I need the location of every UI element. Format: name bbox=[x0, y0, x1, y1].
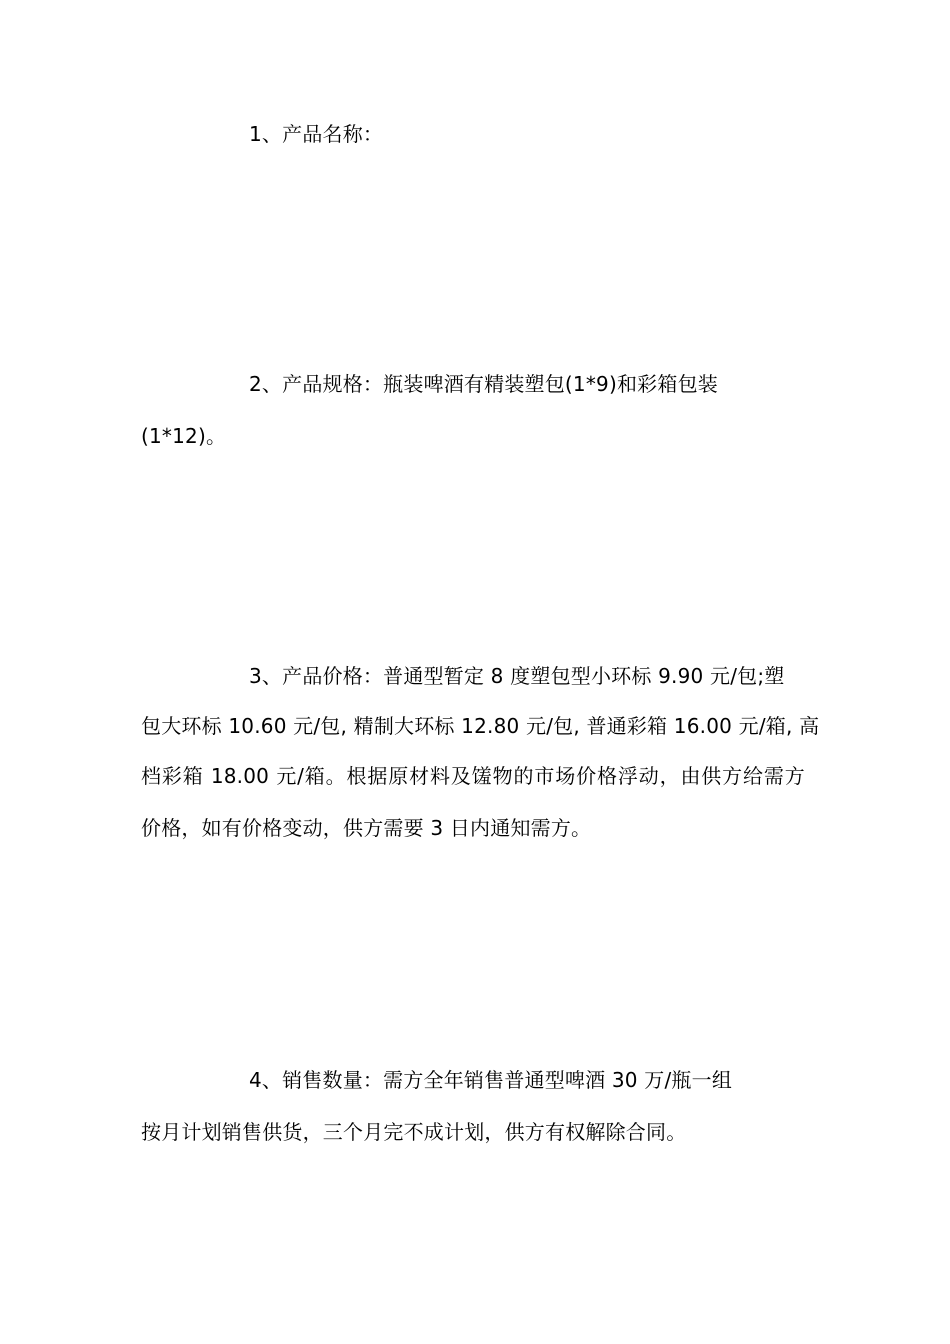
section-2-line-1: 2、产品规格：瓶装啤酒有精装塑包(1*9)和彩箱包装 bbox=[249, 372, 718, 396]
section-2-line-2: (1*12)。 bbox=[141, 424, 227, 448]
section-4-line-2: 按月计划销售供货，三个月完不成计划，供方有权解除合同。 bbox=[141, 1120, 687, 1144]
section-3-line-3: 档彩箱 18.00 元/箱。根据原材料及馐物的市场价格浮动，由供方给需方 bbox=[141, 764, 805, 788]
section-1-line-1: 1、产品名称： bbox=[249, 122, 384, 146]
section-3-line-2: 包大环标 10.60 元/包, 精制大环标 12.80 元/包, 普通彩箱 16.00 元/箱, 高 bbox=[141, 714, 820, 738]
section-3-line-1: 3、产品价格：普通型暂定 8 度塑包型小环标 9.90 元/包;塑 bbox=[249, 664, 785, 688]
section-4-line-1: 4、销售数量：需方全年销售普通型啤酒 30 万/瓶一组 bbox=[249, 1068, 733, 1092]
section-3-line-4: 价格，如有价格变动，供方需要 3 日内通知需方。 bbox=[141, 816, 592, 840]
